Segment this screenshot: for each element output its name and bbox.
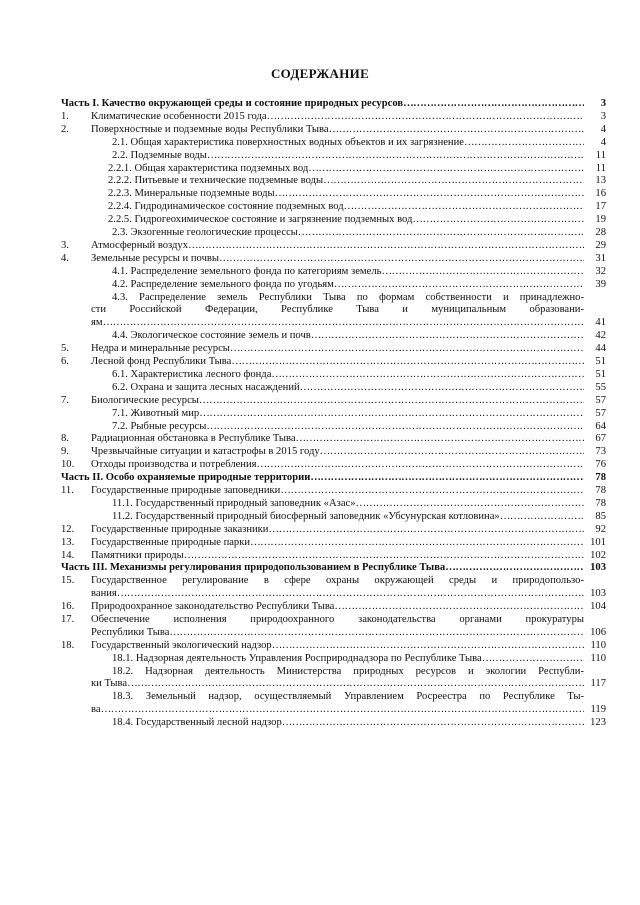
toc-page-number: 78	[595, 472, 606, 484]
dot-leader	[296, 433, 584, 445]
dot-leader	[500, 511, 584, 523]
dot-leader	[311, 330, 584, 342]
toc-entry-title: 2.2.3. Минеральные подземные воды	[108, 188, 275, 200]
dot-leader	[169, 627, 584, 639]
toc-entry-number: 14.	[61, 549, 75, 561]
toc-entry-title: 2.2.4. Гидродинамическое состояние подземных вод	[108, 201, 344, 213]
toc-entry-number: 9.	[61, 446, 69, 458]
dot-leader	[298, 227, 584, 239]
toc-entry-number: 10.	[61, 459, 75, 471]
dot-leader	[188, 240, 584, 252]
toc-entry-number: 15.	[61, 575, 75, 587]
dot-leader	[230, 343, 584, 355]
dot-leader	[271, 369, 584, 381]
toc-entry-number: 13.	[61, 536, 75, 548]
toc-page-number: 117	[590, 678, 606, 690]
dot-leader	[103, 317, 584, 329]
dot-leader	[268, 524, 584, 536]
dot-leader	[445, 562, 584, 574]
toc-page-number: 123	[590, 717, 606, 729]
toc-page-number: 11	[595, 162, 606, 174]
dot-leader	[356, 498, 584, 510]
toc-entry-title: Государственные природные заповедники	[91, 485, 281, 496]
dot-leader	[464, 137, 584, 149]
toc-entry-number: 8.	[61, 433, 69, 445]
toc-page-number: 44	[595, 343, 606, 355]
toc-entry-title: 11.2. Государственный природный биосферный заповедник «Убсунурская котловина»	[112, 510, 500, 522]
toc-entry-title: ва	[91, 704, 101, 716]
dot-leader	[482, 653, 584, 665]
toc-entry-title: 4.4. Экологическое состояние земель и почв	[112, 330, 311, 342]
toc-page-number: 85	[595, 510, 606, 522]
dot-leader	[329, 124, 584, 136]
toc-entry-title: Чрезвычайные ситуации и катастрофы в 2015 году	[91, 446, 320, 458]
toc-entry-number: 18.	[61, 639, 75, 651]
dot-leader	[275, 188, 584, 200]
toc-page-number: 3	[600, 98, 606, 109]
toc-page-number: 101	[590, 536, 606, 548]
toc-entry-title: Поверхностные и подземные воды Республики Тыва	[91, 123, 329, 135]
toc-page-number: 73	[595, 446, 606, 458]
toc-entry-number: 2.	[61, 123, 69, 135]
toc-page-number: 102	[590, 549, 606, 561]
toc-page-number: 4	[600, 136, 606, 148]
dot-leader	[199, 395, 584, 407]
toc-page-number: 64	[595, 420, 606, 432]
toc-page-number: 31	[595, 252, 606, 264]
toc-entry-title: Республики Тыва	[91, 626, 170, 638]
toc-page-number: 110	[590, 652, 606, 664]
dot-leader	[334, 601, 584, 613]
toc-page-number: 28	[595, 227, 606, 238]
toc-entry-title: ям	[91, 317, 103, 329]
toc-entry-number: 12.	[61, 523, 75, 535]
toc-entry-number: 6.	[61, 356, 69, 367]
dot-leader	[308, 163, 584, 175]
page-title: СОДЕРЖАНИЕ	[270, 66, 370, 81]
toc-entry-text-line: Обеспечение исполнения природоохранного законодательства органами прокуратуры	[91, 614, 584, 625]
toc-entry-title: 18.4. Государственный лесной надзор	[112, 717, 282, 729]
toc-entry-title: 11.1. Государственный природный заповедник «Азас»	[112, 497, 356, 509]
toc-entry-title: 4.1. Распределение земельного фонда по категориям земель	[112, 265, 382, 277]
toc-entry-title: 4.2. Распределение земельного фонда по угодьям	[112, 278, 334, 290]
toc-entry-number: 3.	[61, 239, 69, 251]
dot-leader	[282, 717, 584, 729]
toc-entry-title: Недра и минеральные ресурсы	[91, 343, 230, 355]
toc-entry-title: 2.2.2. Питьевые и технические подземные воды	[108, 175, 324, 187]
toc-entry-title: 6.1. Характеристика лесного фонда	[112, 368, 272, 380]
toc-page-number: 51	[595, 368, 606, 380]
dot-leader	[101, 704, 584, 716]
dot-leader	[199, 408, 584, 420]
toc-page-number: 78	[595, 497, 606, 509]
toc-page-number: 92	[595, 523, 606, 535]
toc-entry-title: 2.2.5. Гидрогеохимическое состояние и загрязнение подземных вод	[108, 214, 413, 226]
toc-entry-title: ки Тыва	[91, 678, 128, 690]
dot-leader	[267, 111, 584, 123]
toc-entry-title: Государственные природные заказники	[91, 523, 269, 535]
toc-page-number: 19	[595, 214, 606, 226]
toc-page-number: 51	[595, 356, 606, 367]
toc-entry-title: Часть III. Механизмы регулирования природопользованием в Республике Тыва	[61, 562, 446, 574]
toc-page-number: 103	[590, 562, 606, 574]
toc-page-number: 78	[595, 485, 606, 496]
toc-entry-title: Часть I. Качество окружающей среды и состояние природных ресурсов	[61, 98, 404, 109]
toc-page-number: 110	[590, 639, 606, 651]
toc-page-number: 16	[595, 188, 606, 200]
toc-entry-title: 2.1. Общая характеристика поверхностных водных объектов и их загрязнение	[112, 136, 464, 148]
toc-page-number: 39	[595, 278, 606, 290]
toc-page-number: 4	[600, 123, 606, 135]
dot-leader	[231, 356, 584, 368]
dot-leader	[280, 485, 584, 497]
toc-entry-title: Климатические особенности 2015 года	[91, 110, 267, 122]
toc-page-number: 13	[595, 175, 606, 187]
toc-entry-title: 7.1. Животный мир	[112, 407, 200, 419]
toc-page-number: 104	[590, 601, 606, 613]
toc-entry-text-line: Государственное регулирование в сфере охраны окружающей среды и природопользо-	[91, 575, 584, 587]
toc-entry-number: 11.	[61, 485, 74, 496]
toc-entry-title: Памятники природы	[91, 549, 184, 561]
toc-page-number: 57	[595, 394, 606, 406]
toc-entry-title: 6.2. Охрана и защита лесных насаждений	[112, 381, 300, 393]
toc-entry-title: 7.2. Рыбные ресурсы	[112, 420, 207, 432]
toc-entry-title: 2.3. Экзогенные геологические процессы	[112, 227, 298, 238]
toc-entry-text-line: 4.3. Распределение земель Республики Тыва по формам собственности и принадлежно-	[112, 291, 584, 303]
toc-page-number: 29	[595, 239, 606, 251]
toc-entry-title: Государственный экологический надзор	[91, 639, 272, 651]
toc-entry-number: 1.	[61, 110, 69, 122]
toc-entry-title: Атмосферный воздух	[91, 239, 189, 251]
dot-leader	[344, 201, 584, 213]
dot-leader	[184, 550, 584, 562]
toc-page-number: 106	[590, 626, 606, 638]
toc-entry-title: Государственные природные парки	[91, 536, 251, 548]
dot-leader	[320, 446, 584, 458]
toc-page-number: 32	[595, 265, 606, 277]
dot-leader	[323, 175, 584, 187]
toc-entry-title: Лесной фонд Республики Тыва	[91, 356, 232, 367]
toc-entry-title: Отходы производства и потребления	[91, 459, 257, 471]
toc-entry-title: 18.1. Надзорная деятельность Управления Росприроднадзора по Республике Тыва	[112, 652, 482, 664]
toc-page-number: 3	[600, 110, 606, 122]
dot-leader	[310, 472, 584, 484]
dot-leader	[334, 279, 584, 291]
toc-entry-title: Часть II. Особо охраняемые природные территории	[61, 472, 311, 484]
dot-leader	[117, 588, 584, 600]
dot-leader	[250, 537, 584, 549]
toc-page-number: 55	[595, 381, 606, 393]
toc-page-number: 119	[590, 704, 606, 716]
toc-entry-title: 2.2.1. Общая характеристика подземных вод	[108, 162, 309, 174]
toc-entry-text-line: сти Российской Федерации, Республике Тыва и муниципальным образовани-	[91, 304, 584, 316]
toc-entry-title: 2.2. Подземные воды	[112, 149, 207, 161]
toc-page-number: 11	[595, 149, 606, 161]
dot-leader	[206, 421, 584, 433]
toc-entry-number: 4.	[61, 252, 69, 264]
dot-leader	[207, 150, 584, 162]
toc-page-number: 41	[595, 317, 606, 329]
toc-page-number: 67	[595, 433, 606, 445]
toc-entry-title: Земельные ресурсы и почвы	[91, 252, 220, 264]
toc-entry-text-line: 18.3. Земельный надзор, осуществляемый Управлением Росреестра по Республике Ты-	[112, 691, 584, 703]
toc-page-number: 42	[595, 330, 606, 342]
toc-entry-title: вания	[91, 588, 117, 600]
toc-page-number: 57	[595, 407, 606, 419]
toc-page-number: 17	[595, 201, 606, 213]
dot-leader	[300, 382, 584, 394]
dot-leader	[219, 253, 584, 265]
toc-entry-title: Природоохранное законодательство Республики Тыва	[91, 601, 335, 613]
toc-entry-title: Радиационная обстановка в Республике Тыва	[91, 433, 296, 445]
toc-entry-number: 7.	[61, 394, 69, 406]
dot-leader	[381, 266, 584, 278]
dot-leader	[257, 459, 584, 471]
toc-entry-title: Биологические ресурсы	[91, 394, 199, 406]
toc-entry-number: 5.	[61, 343, 69, 355]
toc-page-number: 103	[590, 588, 606, 600]
toc-entry-number: 16.	[61, 601, 75, 613]
toc-entry-number: 17.	[61, 614, 75, 625]
toc-page-number: 76	[595, 459, 606, 471]
toc-entry-text-line: 18.2. Надзорная деятельность Министерства природных ресурсов и экологии Республи-	[112, 665, 584, 677]
dot-leader	[403, 98, 584, 110]
dot-leader	[127, 678, 584, 690]
dot-leader	[272, 640, 584, 652]
dot-leader	[412, 214, 584, 226]
